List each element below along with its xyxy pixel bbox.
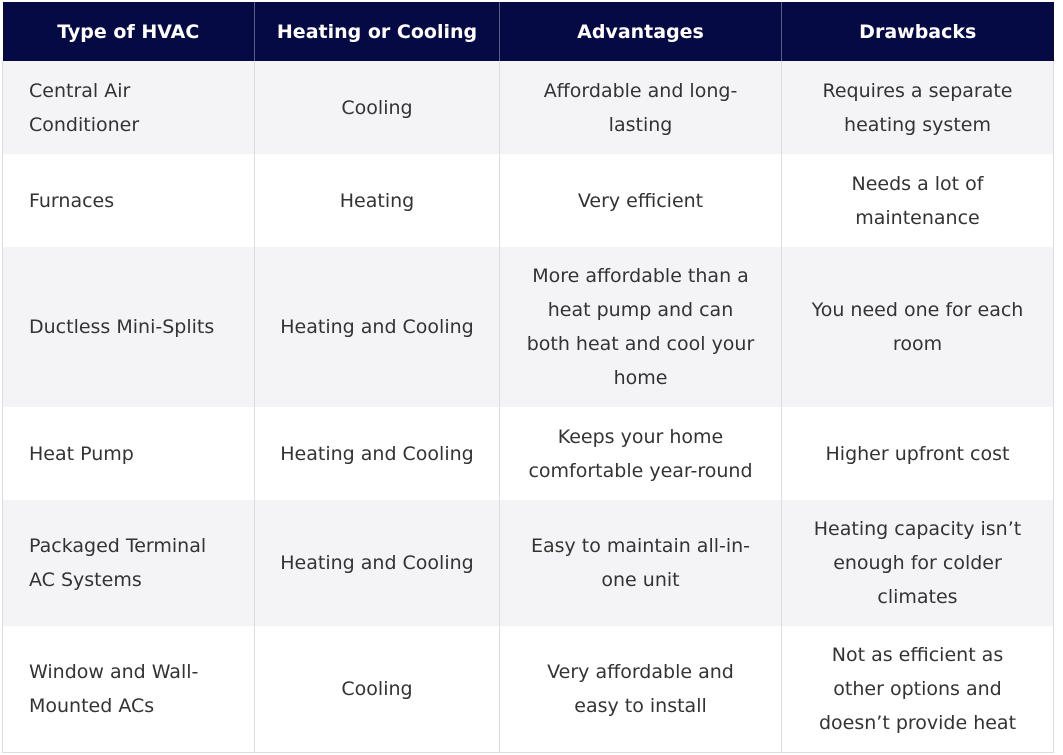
cell-mode: Heating and Cooling [255,247,500,407]
hvac-comparison-table-wrapper [2,2,1053,753]
cell-drawbacks: You need one for each room [782,247,1054,407]
cell-drawbacks: Heating capacity isn’t enough for colder climates [782,500,1054,626]
table-body [3,61,1054,752]
cell-advantages: More affordable than a heat pump and can both heat and cool your home [500,247,782,407]
cell-drawbacks: Needs a lot of maintenance [782,154,1054,247]
cell-drawbacks: Not as efficient as other options and doesn’t provide heat [782,626,1054,752]
cell-type: Packaged Terminal AC Systems [3,500,255,626]
table-row [3,500,1054,626]
cell-type: Ductless Mini-Splits [3,247,255,407]
cell-type: Central Air Conditioner [3,61,255,154]
cell-advantages: Affordable and long-lasting [500,61,782,154]
table-row [3,407,1054,500]
cell-type: Furnaces [3,154,255,247]
cell-type: Heat Pump [3,407,255,500]
cell-mode: Heating and Cooling [255,407,500,500]
cell-advantages: Very efficient [500,154,782,247]
cell-drawbacks: Requires a separate heating system [782,61,1054,154]
cell-mode: Heating and Cooling [255,500,500,626]
column-header-advantages: Advantages [500,2,782,61]
cell-advantages: Easy to maintain all-in-one unit [500,500,782,626]
cell-drawbacks: Higher upfront cost [782,407,1054,500]
column-header-type: Type of HVAC [3,2,255,61]
table-row [3,154,1054,247]
hvac-comparison-table [2,2,1054,753]
column-header-heating-or-cooling: Heating or Cooling [255,2,500,61]
cell-advantages: Very affordable and easy to install [500,626,782,752]
table-header [3,2,1054,61]
cell-type: Window and Wall-Mounted ACs [3,626,255,752]
table-row [3,61,1054,154]
column-header-drawbacks: Drawbacks [782,2,1054,61]
header-row [3,2,1054,61]
table-row [3,247,1054,407]
cell-mode: Heating [255,154,500,247]
cell-mode: Cooling [255,626,500,752]
cell-advantages: Keeps your home comfortable year-round [500,407,782,500]
table-row [3,626,1054,752]
cell-mode: Cooling [255,61,500,154]
